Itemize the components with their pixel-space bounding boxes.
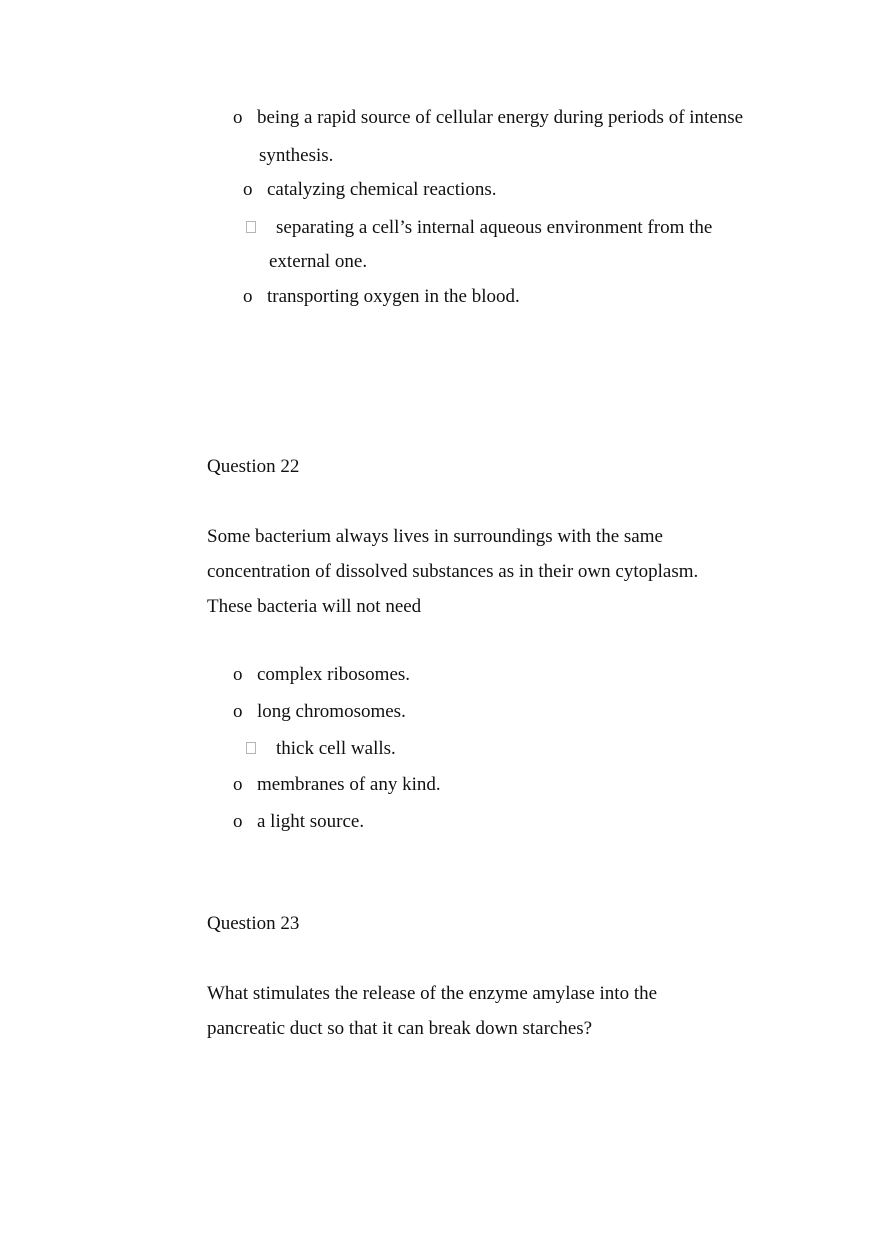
question-22-prompt-line: concentration of dissolved substances as in their own cytoplasm.	[207, 561, 699, 582]
question-22-prompt-line: These bacteria will not need	[207, 596, 422, 617]
q22-option-e: a light source.	[257, 811, 365, 832]
selected-answer-box-icon	[246, 221, 256, 233]
option-bullet-o: o	[233, 107, 243, 128]
question-22-heading: Question 22	[207, 456, 300, 477]
q22-option-d: membranes of any kind.	[257, 774, 441, 795]
q22-option-b: long chromosomes.	[257, 701, 406, 722]
q22-option-a: complex ribosomes.	[257, 664, 411, 685]
question-23-prompt-line: What stimulates the release of the enzyme amylase into the	[207, 983, 658, 1004]
q21-option-a-line1: being a rapid source of cellular energy during periods of intense	[257, 107, 744, 128]
q21-option-a-line2: synthesis.	[259, 145, 334, 166]
option-bullet-o: o	[233, 774, 243, 795]
q21-option-c-line1: separating a cell’s internal aqueous environment from the	[276, 217, 713, 238]
question-23-prompt-line: pancreatic duct so that it can break down starches?	[207, 1018, 593, 1039]
option-bullet-o: o	[233, 664, 243, 685]
question-23-heading: Question 23	[207, 913, 300, 934]
q21-option-c-line2: external one.	[269, 251, 368, 272]
option-bullet-o: o	[233, 701, 243, 722]
q21-option-b: catalyzing chemical reactions.	[267, 179, 497, 200]
q22-option-c: thick cell walls.	[276, 738, 396, 759]
option-bullet-o: o	[243, 179, 253, 200]
q21-option-d: transporting oxygen in the blood.	[267, 286, 520, 307]
option-bullet-o: o	[233, 811, 243, 832]
question-22-prompt-line: Some bacterium always lives in surroundings with the same	[207, 526, 663, 547]
option-bullet-o: o	[243, 286, 253, 307]
selected-answer-box-icon	[246, 742, 256, 754]
